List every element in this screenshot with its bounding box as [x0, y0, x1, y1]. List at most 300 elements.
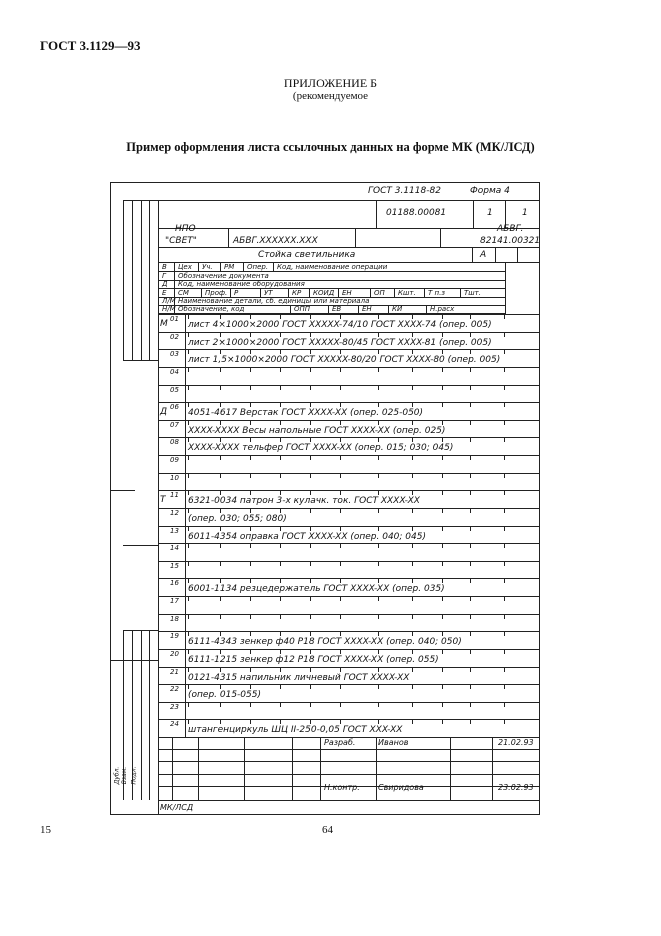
- column-tick: [310, 350, 311, 354]
- column-tick: [340, 544, 341, 548]
- grid-line: [185, 615, 186, 633]
- sheet-number: 1: [487, 208, 493, 218]
- column-tick: [412, 650, 413, 654]
- column-tick: [412, 703, 413, 707]
- column-tick: [188, 579, 189, 583]
- column-tick: [310, 720, 311, 724]
- legend-field: Н.расх: [430, 305, 455, 313]
- legend-field: Обозначение документа: [178, 272, 269, 280]
- side-label-dubl: Дубл.: [113, 766, 121, 785]
- grid-line: [388, 305, 389, 313]
- column-tick: [340, 509, 341, 513]
- grid-line: [198, 263, 199, 271]
- column-tick: [378, 720, 379, 724]
- column-tick: [310, 562, 311, 566]
- grid-line: [185, 544, 186, 562]
- column-tick: [188, 668, 189, 672]
- column-tick: [220, 544, 221, 548]
- legend-field: Код, наименование оборудования: [178, 280, 305, 288]
- column-tick: [220, 491, 221, 495]
- table-row: [158, 684, 540, 702]
- column-tick: [280, 509, 281, 513]
- column-tick: [310, 315, 311, 319]
- column-tick: [504, 438, 505, 442]
- legend-field: Опер.: [247, 263, 269, 271]
- grid-line: [505, 262, 506, 314]
- column-tick: [188, 386, 189, 390]
- column-tick: [250, 544, 251, 548]
- legend-key: Л/М: [162, 297, 176, 305]
- column-tick: [340, 491, 341, 495]
- column-tick: [340, 350, 341, 354]
- column-tick: [188, 597, 189, 601]
- column-tick: [378, 615, 379, 619]
- row-text: лист 2×1000×2000 ГОСТ XXXXX-80/45 ГОСТ XXXX-81 (опер. 005): [188, 337, 492, 348]
- legend-key: Д: [162, 280, 168, 288]
- legend-field: Т п.з: [428, 289, 446, 297]
- grid-line: [273, 263, 274, 271]
- grid-line: [495, 247, 496, 262]
- column-tick: [310, 474, 311, 478]
- column-tick: [250, 509, 251, 513]
- column-tick: [378, 632, 379, 636]
- organization-line2: "СВЕТ": [165, 236, 197, 246]
- column-tick: [504, 720, 505, 724]
- column-tick: [280, 650, 281, 654]
- grid-line: [424, 289, 425, 297]
- form-number: Форма 4: [470, 186, 510, 196]
- grid-line: [123, 545, 158, 546]
- column-tick: [250, 386, 251, 390]
- column-tick: [340, 615, 341, 619]
- row-number: 23: [170, 702, 179, 711]
- column-tick: [412, 632, 413, 636]
- side-label-vzam: Взам.: [121, 766, 129, 785]
- column-tick: [220, 403, 221, 407]
- column-tick: [250, 350, 251, 354]
- column-tick: [378, 668, 379, 672]
- row-number: 18: [170, 614, 179, 623]
- column-tick: [470, 544, 471, 548]
- legend-field: Цех: [178, 263, 192, 271]
- side-label-podl: Подл.: [130, 766, 138, 785]
- column-tick: [470, 386, 471, 390]
- column-tick: [280, 579, 281, 583]
- grid-line: [110, 490, 135, 491]
- row-number: 17: [170, 597, 179, 605]
- letter: А: [480, 250, 487, 260]
- column-tick: [470, 421, 471, 425]
- form-standard: ГОСТ 3.1118-82: [368, 186, 441, 196]
- column-tick: [378, 350, 379, 354]
- column-tick: [378, 544, 379, 548]
- column-tick: [470, 403, 471, 407]
- grid-line: [292, 737, 293, 800]
- product-designation: АБВГ.XXXXXX.XXX: [233, 236, 318, 246]
- column-tick: [504, 491, 505, 495]
- legend-key: В: [162, 263, 167, 271]
- table-row: [158, 437, 540, 455]
- column-tick: [470, 615, 471, 619]
- grid-line: [185, 350, 186, 368]
- table-row: [158, 702, 540, 720]
- grid-line: [174, 263, 175, 271]
- column-tick: [310, 544, 311, 548]
- column-tick: [188, 685, 189, 689]
- control-date: 23.02.93: [498, 783, 534, 792]
- column-tick: [470, 720, 471, 724]
- column-tick: [442, 544, 443, 548]
- table-row: [158, 349, 540, 367]
- column-tick: [470, 438, 471, 442]
- column-tick: [280, 597, 281, 601]
- column-tick: [412, 421, 413, 425]
- grid-line: [426, 305, 427, 313]
- row-number: 08: [170, 438, 179, 447]
- column-tick: [442, 650, 443, 654]
- column-tick: [220, 579, 221, 583]
- column-tick: [378, 562, 379, 566]
- grid-line: [394, 289, 395, 297]
- grid-line: [185, 579, 186, 597]
- grid-line: [328, 305, 329, 313]
- column-tick: [504, 386, 505, 390]
- column-tick: [412, 668, 413, 672]
- column-tick: [378, 421, 379, 425]
- column-tick: [250, 650, 251, 654]
- grid-line: [228, 228, 229, 247]
- column-tick: [470, 368, 471, 372]
- column-tick: [280, 386, 281, 390]
- legend-field: ЕВ: [332, 305, 342, 313]
- column-tick: [470, 597, 471, 601]
- column-tick: [442, 615, 443, 619]
- column-tick: [220, 668, 221, 672]
- column-tick: [340, 650, 341, 654]
- column-tick: [250, 527, 251, 531]
- table-row: [158, 561, 540, 579]
- column-tick: [188, 421, 189, 425]
- column-tick: [280, 315, 281, 319]
- column-tick: [504, 562, 505, 566]
- column-tick: [220, 685, 221, 689]
- column-tick: [250, 421, 251, 425]
- column-tick: [470, 456, 471, 460]
- grid-line: [185, 403, 186, 421]
- column-tick: [280, 527, 281, 531]
- developed-date: 21.02.93: [498, 738, 534, 747]
- legend-field: Кшт.: [398, 289, 416, 297]
- column-tick: [378, 527, 379, 531]
- column-tick: [442, 368, 443, 372]
- row-text: 6321-0034 патрон 3-х кулачк. ток. ГОСТ XXXX-XX: [188, 496, 420, 507]
- grid-line: [158, 247, 540, 248]
- row-number: 12: [170, 508, 179, 517]
- row-prefix: М: [160, 319, 168, 329]
- column-tick: [442, 403, 443, 407]
- column-tick: [340, 720, 341, 724]
- row-number: 20: [170, 649, 179, 658]
- column-tick: [412, 579, 413, 583]
- legend-field: Р: [234, 289, 239, 297]
- row-number: 10: [170, 473, 179, 482]
- grid-line: [185, 527, 186, 545]
- column-tick: [470, 474, 471, 478]
- row-text: 6111-1215 зенкер ф12 Р18 ГОСТ XXXX-XX (опер. 055): [188, 654, 439, 665]
- product-name: Стойка светильника: [258, 250, 356, 260]
- column-tick: [310, 456, 311, 460]
- column-tick: [310, 632, 311, 636]
- column-tick: [280, 562, 281, 566]
- grid-line: [185, 668, 186, 686]
- column-tick: [412, 315, 413, 319]
- column-tick: [310, 386, 311, 390]
- column-tick: [470, 685, 471, 689]
- column-tick: [378, 685, 379, 689]
- column-tick: [504, 703, 505, 707]
- grid-line: [141, 200, 142, 360]
- column-tick: [188, 315, 189, 319]
- legend-key: Е: [162, 289, 167, 297]
- column-tick: [340, 474, 341, 478]
- appendix-note: (рекомендуемое: [292, 90, 369, 102]
- row-number: 15: [170, 561, 179, 570]
- column-tick: [280, 720, 281, 724]
- column-tick: [412, 491, 413, 495]
- column-tick: [220, 615, 221, 619]
- column-tick: [220, 509, 221, 513]
- legend-key: Н/М: [162, 305, 176, 313]
- column-tick: [470, 650, 471, 654]
- column-tick: [412, 386, 413, 390]
- column-tick: [250, 720, 251, 724]
- column-tick: [250, 597, 251, 601]
- grid-line: [158, 228, 540, 229]
- column-tick: [310, 491, 311, 495]
- column-tick: [220, 315, 221, 319]
- developed-by: Иванов: [378, 738, 409, 747]
- column-tick: [442, 527, 443, 531]
- column-tick: [504, 333, 505, 337]
- row-text: (опер. 030; 055; 080): [188, 513, 287, 524]
- left-page-number: 15: [40, 824, 51, 836]
- grid-line: [185, 386, 186, 404]
- column-tick: [378, 579, 379, 583]
- column-tick: [504, 685, 505, 689]
- grid-line: [440, 228, 441, 247]
- row-text: 6111-4343 зенкер ф40 Р18 ГОСТ XXXX-XX (опер. 040; 050): [188, 637, 462, 648]
- grid-line: [185, 491, 186, 509]
- column-tick: [470, 350, 471, 354]
- column-tick: [470, 509, 471, 513]
- legend-field: ЕН: [342, 289, 352, 297]
- column-tick: [470, 333, 471, 337]
- column-tick: [280, 668, 281, 672]
- grid-line: [338, 289, 339, 297]
- column-tick: [412, 368, 413, 372]
- legend-field: ОП: [374, 289, 385, 297]
- column-tick: [378, 456, 379, 460]
- grid-line: [198, 737, 199, 800]
- grid-line: [158, 749, 540, 750]
- column-tick: [378, 386, 379, 390]
- column-tick: [340, 333, 341, 337]
- table-row: [158, 526, 540, 544]
- column-tick: [442, 333, 443, 337]
- grid-line: [158, 774, 540, 775]
- column-tick: [220, 597, 221, 601]
- column-tick: [470, 703, 471, 707]
- column-tick: [188, 632, 189, 636]
- column-tick: [310, 685, 311, 689]
- grid-line: [450, 737, 451, 800]
- column-tick: [340, 368, 341, 372]
- organization-line1: НПО: [175, 224, 196, 234]
- grid-line: [185, 703, 186, 721]
- column-tick: [280, 333, 281, 337]
- grid-line: [141, 630, 142, 800]
- column-tick: [442, 421, 443, 425]
- grid-line: [185, 720, 186, 738]
- grid-line: [123, 200, 124, 360]
- grid-line: [132, 200, 133, 360]
- row-number: 16: [170, 579, 179, 588]
- column-tick: [250, 703, 251, 707]
- column-tick: [188, 368, 189, 372]
- column-tick: [378, 438, 379, 442]
- legend-field: Уч.: [202, 263, 213, 271]
- column-tick: [442, 491, 443, 495]
- column-tick: [504, 368, 505, 372]
- column-tick: [310, 615, 311, 619]
- grid-line: [185, 438, 186, 456]
- column-tick: [504, 632, 505, 636]
- column-tick: [220, 438, 221, 442]
- column-tick: [310, 579, 311, 583]
- column-tick: [188, 544, 189, 548]
- column-tick: [340, 386, 341, 390]
- column-tick: [504, 315, 505, 319]
- column-tick: [378, 650, 379, 654]
- column-tick: [280, 703, 281, 707]
- column-tick: [220, 456, 221, 460]
- column-tick: [188, 720, 189, 724]
- column-tick: [442, 350, 443, 354]
- table-row: [158, 508, 540, 526]
- column-tick: [310, 527, 311, 531]
- column-tick: [442, 632, 443, 636]
- column-tick: [412, 562, 413, 566]
- column-tick: [280, 350, 281, 354]
- column-tick: [504, 579, 505, 583]
- standard-number: ГОСТ 3.1129—93: [40, 38, 141, 53]
- column-tick: [188, 562, 189, 566]
- grid-line: [158, 800, 540, 801]
- column-tick: [378, 491, 379, 495]
- row-number: 19: [170, 632, 179, 641]
- grid-line: [460, 289, 461, 297]
- column-tick: [280, 474, 281, 478]
- column-tick: [310, 597, 311, 601]
- column-tick: [378, 403, 379, 407]
- grid-line: [123, 200, 540, 201]
- column-tick: [340, 597, 341, 601]
- grid-line: [185, 474, 186, 492]
- legend-field: Проф.: [205, 289, 228, 297]
- column-tick: [378, 509, 379, 513]
- grid-line: [244, 737, 245, 800]
- column-tick: [310, 333, 311, 337]
- grid-line: [288, 289, 289, 297]
- row-prefix: Т: [160, 495, 166, 506]
- column-tick: [340, 403, 341, 407]
- column-tick: [280, 632, 281, 636]
- grid-line: [260, 289, 261, 297]
- grid-line: [473, 200, 474, 228]
- product-code-line1: АБВГ.: [497, 224, 524, 234]
- example-title: Пример оформления листа ссылочных данных на форме МК (МК/ЛСД): [126, 140, 535, 154]
- column-tick: [310, 650, 311, 654]
- column-tick: [378, 703, 379, 707]
- column-tick: [340, 562, 341, 566]
- column-tick: [250, 632, 251, 636]
- column-tick: [442, 474, 443, 478]
- table-row: [158, 402, 540, 420]
- row-prefix: Д: [160, 407, 168, 418]
- grid-line: [179, 800, 180, 801]
- column-tick: [412, 615, 413, 619]
- column-tick: [188, 456, 189, 460]
- grid-line: [243, 263, 244, 271]
- column-tick: [442, 386, 443, 390]
- column-tick: [188, 350, 189, 354]
- column-tick: [442, 597, 443, 601]
- column-tick: [188, 527, 189, 531]
- row-text: лист 4×1000×2000 ГОСТ XXXXX-74/10 ГОСТ XXXX-74 (опер. 005): [188, 320, 492, 330]
- column-tick: [412, 597, 413, 601]
- row-number: 22: [170, 685, 179, 694]
- column-tick: [412, 685, 413, 689]
- row-text: лист 1,5×1000×2000 ГОСТ XXXXX-80/20 ГОСТ XXXX-80 (опер. 005): [188, 355, 501, 366]
- column-tick: [220, 474, 221, 478]
- column-tick: [220, 720, 221, 724]
- column-tick: [280, 544, 281, 548]
- row-number: 05: [170, 385, 179, 394]
- column-tick: [378, 474, 379, 478]
- legend-field: ОПП: [294, 305, 311, 313]
- legend-field: Наименование детали, сб. единицы или материала: [178, 297, 370, 305]
- table-row: [158, 473, 540, 491]
- column-tick: [442, 456, 443, 460]
- grid-line: [220, 263, 221, 271]
- legend-field: Тшт.: [464, 289, 481, 297]
- column-tick: [280, 421, 281, 425]
- grid-line: [185, 597, 186, 615]
- column-tick: [412, 544, 413, 548]
- legend-field: ЕН: [362, 305, 372, 313]
- grid-line: [185, 509, 186, 527]
- column-tick: [442, 579, 443, 583]
- column-tick: [250, 403, 251, 407]
- row-text: XXXX-XXXX тельфер ГОСТ XXXX-XX (опер. 015; 030; 045): [188, 443, 454, 454]
- column-tick: [412, 456, 413, 460]
- grid-line: [370, 289, 371, 297]
- legend-field: КИ: [392, 305, 403, 313]
- column-tick: [250, 615, 251, 619]
- column-tick: [250, 579, 251, 583]
- column-tick: [470, 491, 471, 495]
- column-tick: [504, 650, 505, 654]
